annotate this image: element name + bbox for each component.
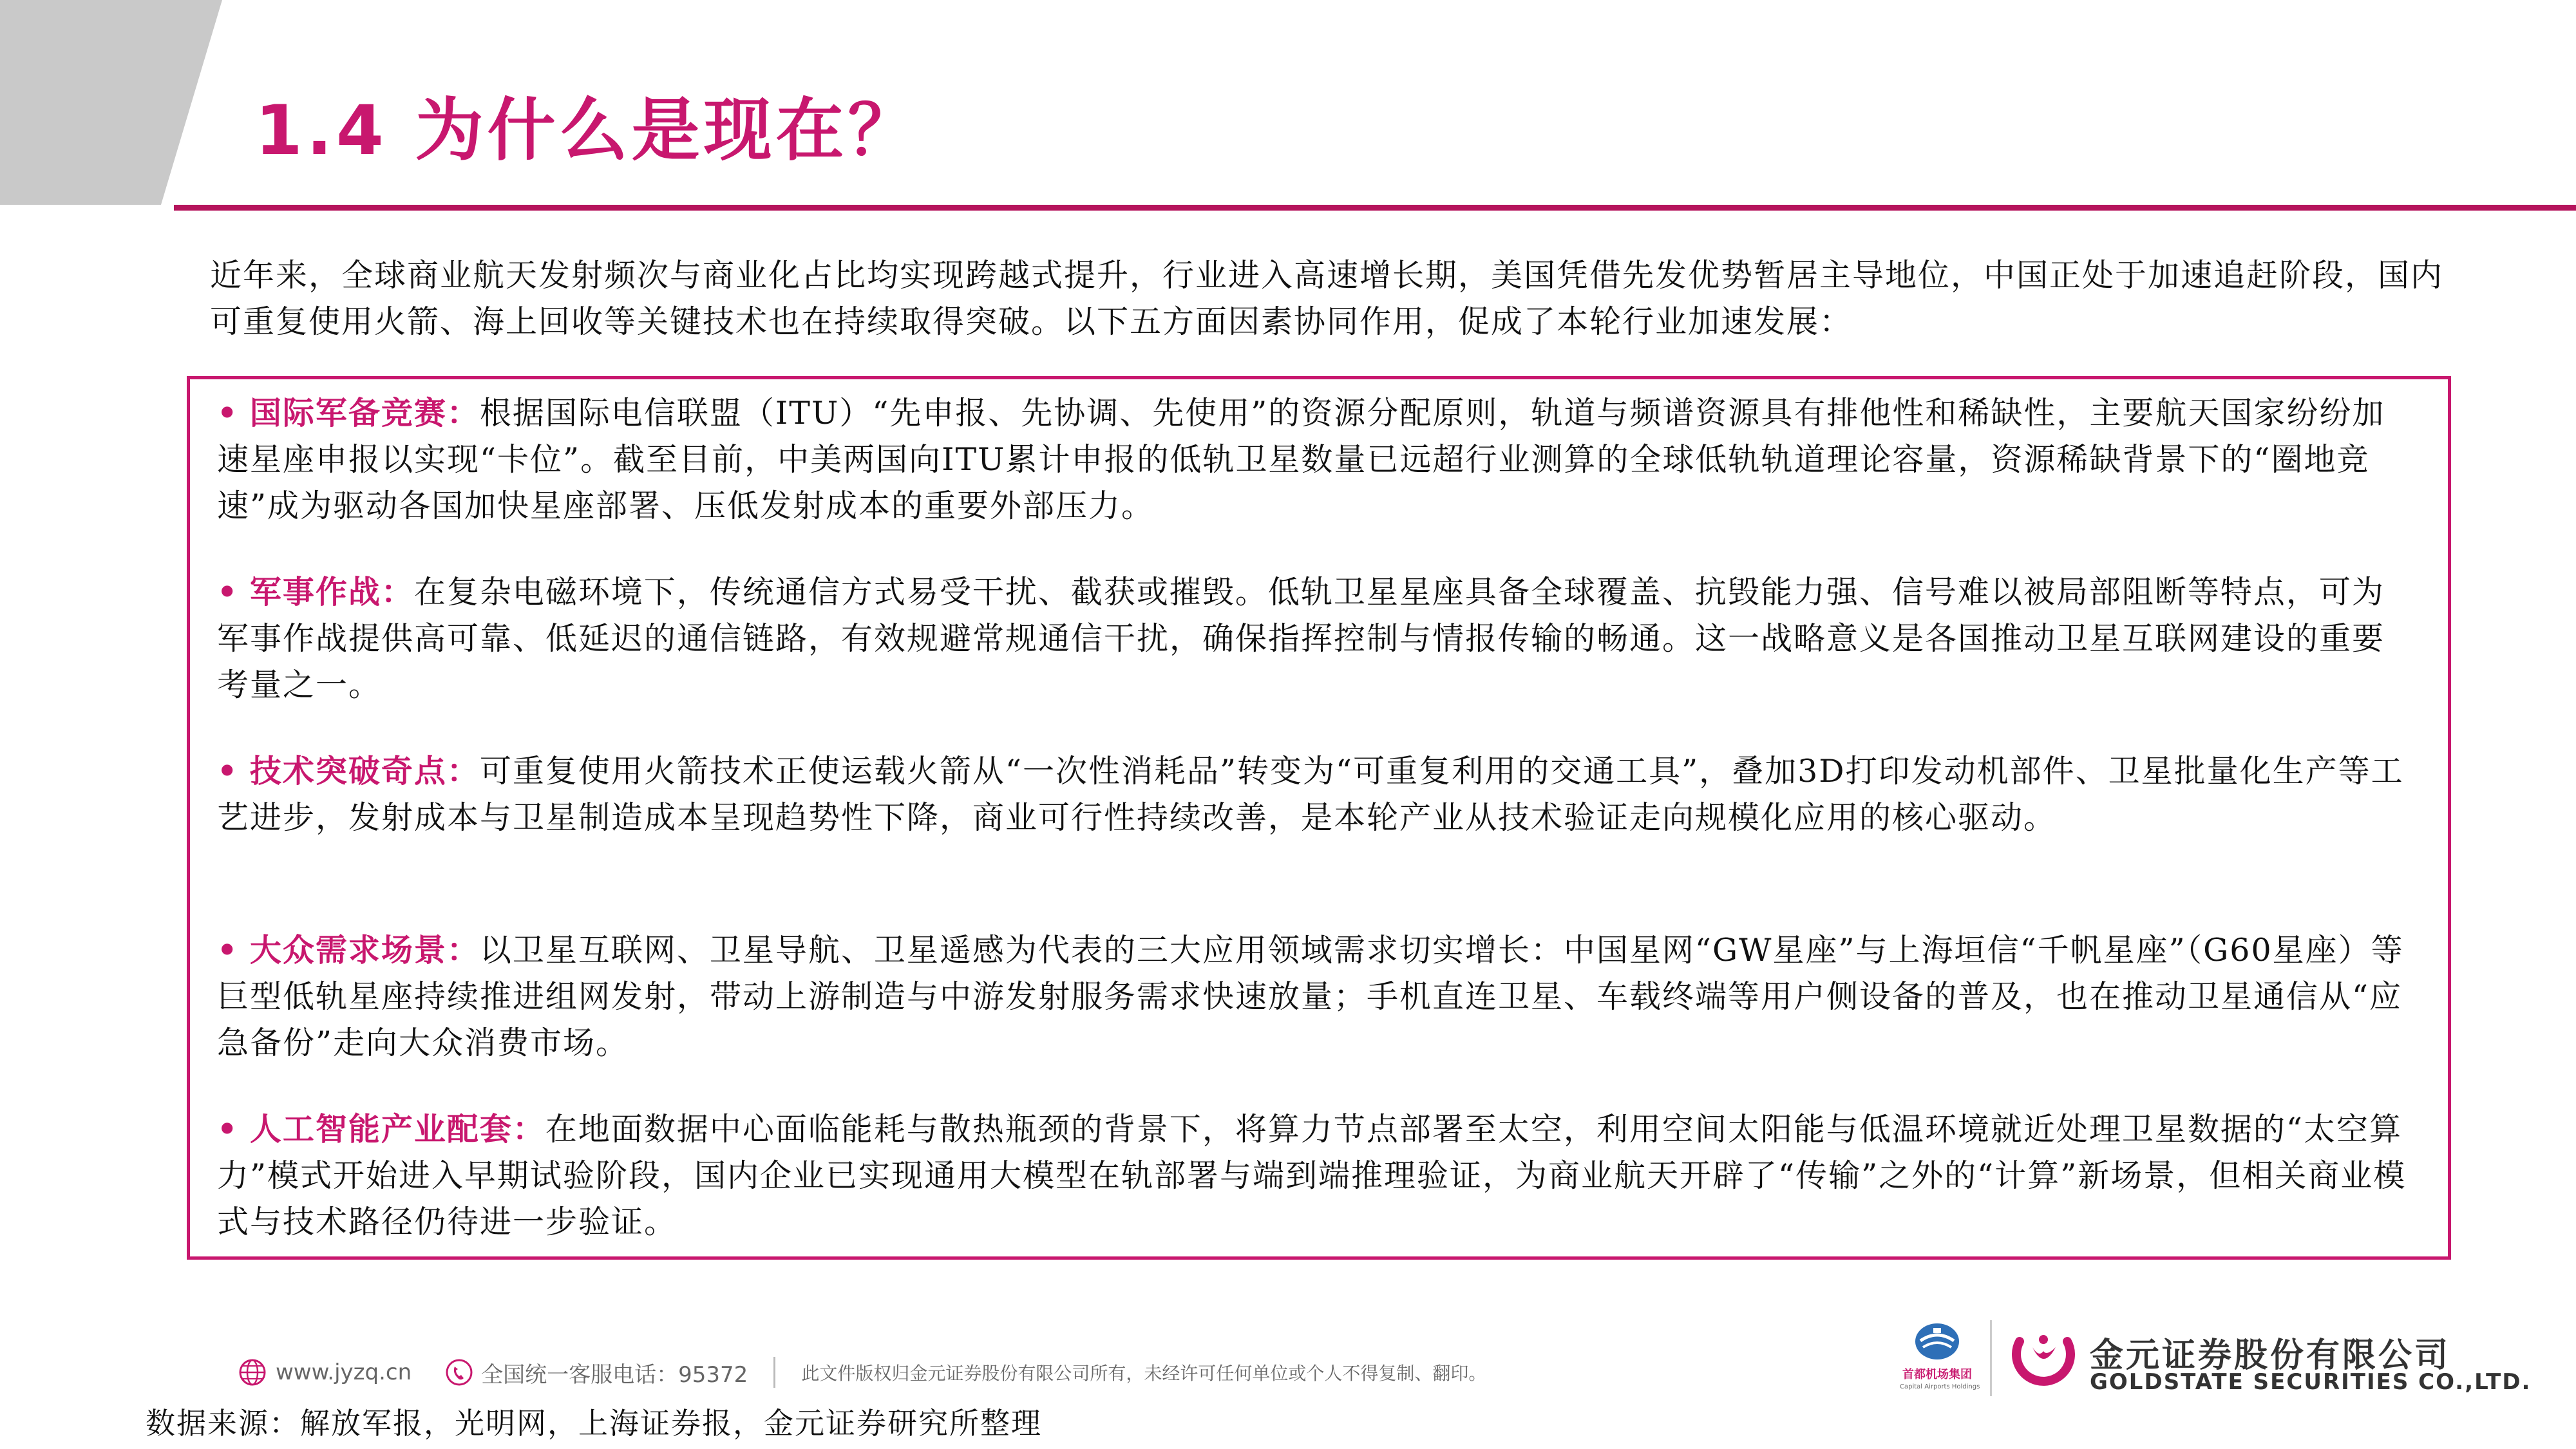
factor-label: 人工智能产业配套： bbox=[249, 1111, 545, 1148]
logos-area bbox=[1893, 1314, 2563, 1404]
factor-text: 在复杂电磁环境下，传统通信方式易受干扰、截获或摧毁。低轨卫星星座具备全球覆盖、抗毁能力强、信号难以被局部阻断等特点，可为军事作战提供高可靠、低延迟的通信链路，有效规避常规通信干扰，确保指挥控制与情报传输的畅通。这一战略意义是各国推动卫星互联网建设的重要考量之一。 bbox=[217, 574, 2385, 703]
phone-icon bbox=[445, 1358, 473, 1387]
airport-emblem-icon bbox=[1914, 1321, 1960, 1361]
footer-separator bbox=[773, 1357, 775, 1388]
factor-item-military-race bbox=[217, 390, 2413, 529]
goldstate-logo-icon bbox=[2008, 1325, 2079, 1396]
factor-item-military-combat bbox=[217, 569, 2413, 708]
factor-label: 大众需求场景： bbox=[249, 932, 480, 969]
corner-decoration bbox=[0, 0, 222, 205]
bullet-icon: • bbox=[217, 752, 239, 790]
company-name-cn: 金元证券股份有限公司 bbox=[2090, 1336, 2451, 1375]
title-divider bbox=[174, 205, 2576, 211]
factor-item-tech-breakthrough bbox=[217, 748, 2413, 841]
globe-icon bbox=[238, 1358, 267, 1387]
factor-label: 国际军备竞赛： bbox=[249, 395, 480, 431]
hotline-text: 全国统一客服电话：95372 bbox=[481, 1361, 748, 1388]
bullet-icon: • bbox=[217, 931, 239, 969]
website-link[interactable]: www.jyzq.cn bbox=[276, 1359, 412, 1385]
factor-text: 可重复使用火箭技术正使运载火箭从“一次性消耗品”转变为“可重复利用的交通工具”，叠加3D打印发动机部件、卫星批量化生产等工艺进步，发射成本与卫星制造成本呈现趋势性下降，商业可行性持续改善，是本轮产业从技术验证走向规模化应用的核心驱动。 bbox=[217, 753, 2404, 836]
factor-label: 军事作战： bbox=[249, 574, 414, 611]
airport-name-en: Capital Airports Holdings bbox=[1900, 1383, 1980, 1390]
factor-text: 以卫星互联网、卫星导航、卫星遥感为代表的三大应用领域需求切实增长：中国星网“GW星座”与上海垣信“千帆星座”（G60星座）等巨型低轨星座持续推进组网发射，带动上游制造与中游发射服务需求快速放量；手机直连卫星、车载终端等用户侧设备的普及，也在推动卫星通信从“应急备份”走向大众消费市场。 bbox=[217, 932, 2404, 1061]
company-name-en: GOLDSTATE SECURITIES CO.,LTD. bbox=[2090, 1369, 2532, 1395]
footer-bar bbox=[238, 1350, 1486, 1395]
airport-logo bbox=[1900, 1321, 1980, 1390]
bullet-icon: • bbox=[217, 1110, 239, 1148]
bullet-icon: • bbox=[217, 573, 239, 611]
factor-text: 根据国际电信联盟（ITU）“先申报、先协调、先使用”的资源分配原则，轨道与频谱资源具有排他性和稀缺性，主要航天国家纷纷加速星座申报以实现“卡位”。截至目前，中美两国向ITU累计申报的低轨卫星数量已远超行业测算的全球低轨轨道理论容量，资源稀缺背景下的“圈地竞速”成为驱动各国加快星座部署、压低发射成本的重要外部压力。 bbox=[217, 395, 2385, 524]
factor-item-mass-demand bbox=[217, 927, 2413, 1066]
page-title: 1.4 为什么是现在？ bbox=[255, 91, 920, 170]
intro-paragraph: 近年来，全球商业航天发射频次与商业化占比均实现跨越式提升，行业进入高速增长期，美国凭借先发优势暂居主导地位，中国正处于加速追赶阶段，国内可重复使用火箭、海上回收等关键技术也在持续取得突破。以下五方面因素协同作用，促成了本轮行业加速发展： bbox=[210, 257, 2444, 340]
bullet-icon: • bbox=[217, 394, 239, 431]
factors-box bbox=[187, 376, 2451, 1260]
copyright-text: 此文件版权归金元证券股份有限公司所有，未经许可任何单位或个人不得复制、翻印。 bbox=[801, 1363, 1487, 1384]
factor-text: 在地面数据中心面临能耗与散热瓶颈的背景下，将算力节点部署至太空，利用空间太阳能与低温环境就近处理卫星数据的“太空算力”模式开始进入早期试验阶段，国内企业已实现通用大模型在轨部署与端到端推理验证，为商业航天开辟了“传输”之外的“计算”新场景，但相关商业模式与技术路径仍待进一步验证。 bbox=[217, 1111, 2407, 1240]
airport-name: 首都机场集团 bbox=[1902, 1368, 1972, 1381]
factor-item-ai-industry bbox=[217, 1106, 2413, 1245]
factor-label: 技术突破奇点： bbox=[249, 753, 480, 790]
data-source-note: 数据来源：解放军报，光明网，上海证券报，金元证券研究所整理 bbox=[146, 1406, 1042, 1441]
logo-divider bbox=[1990, 1320, 1992, 1396]
